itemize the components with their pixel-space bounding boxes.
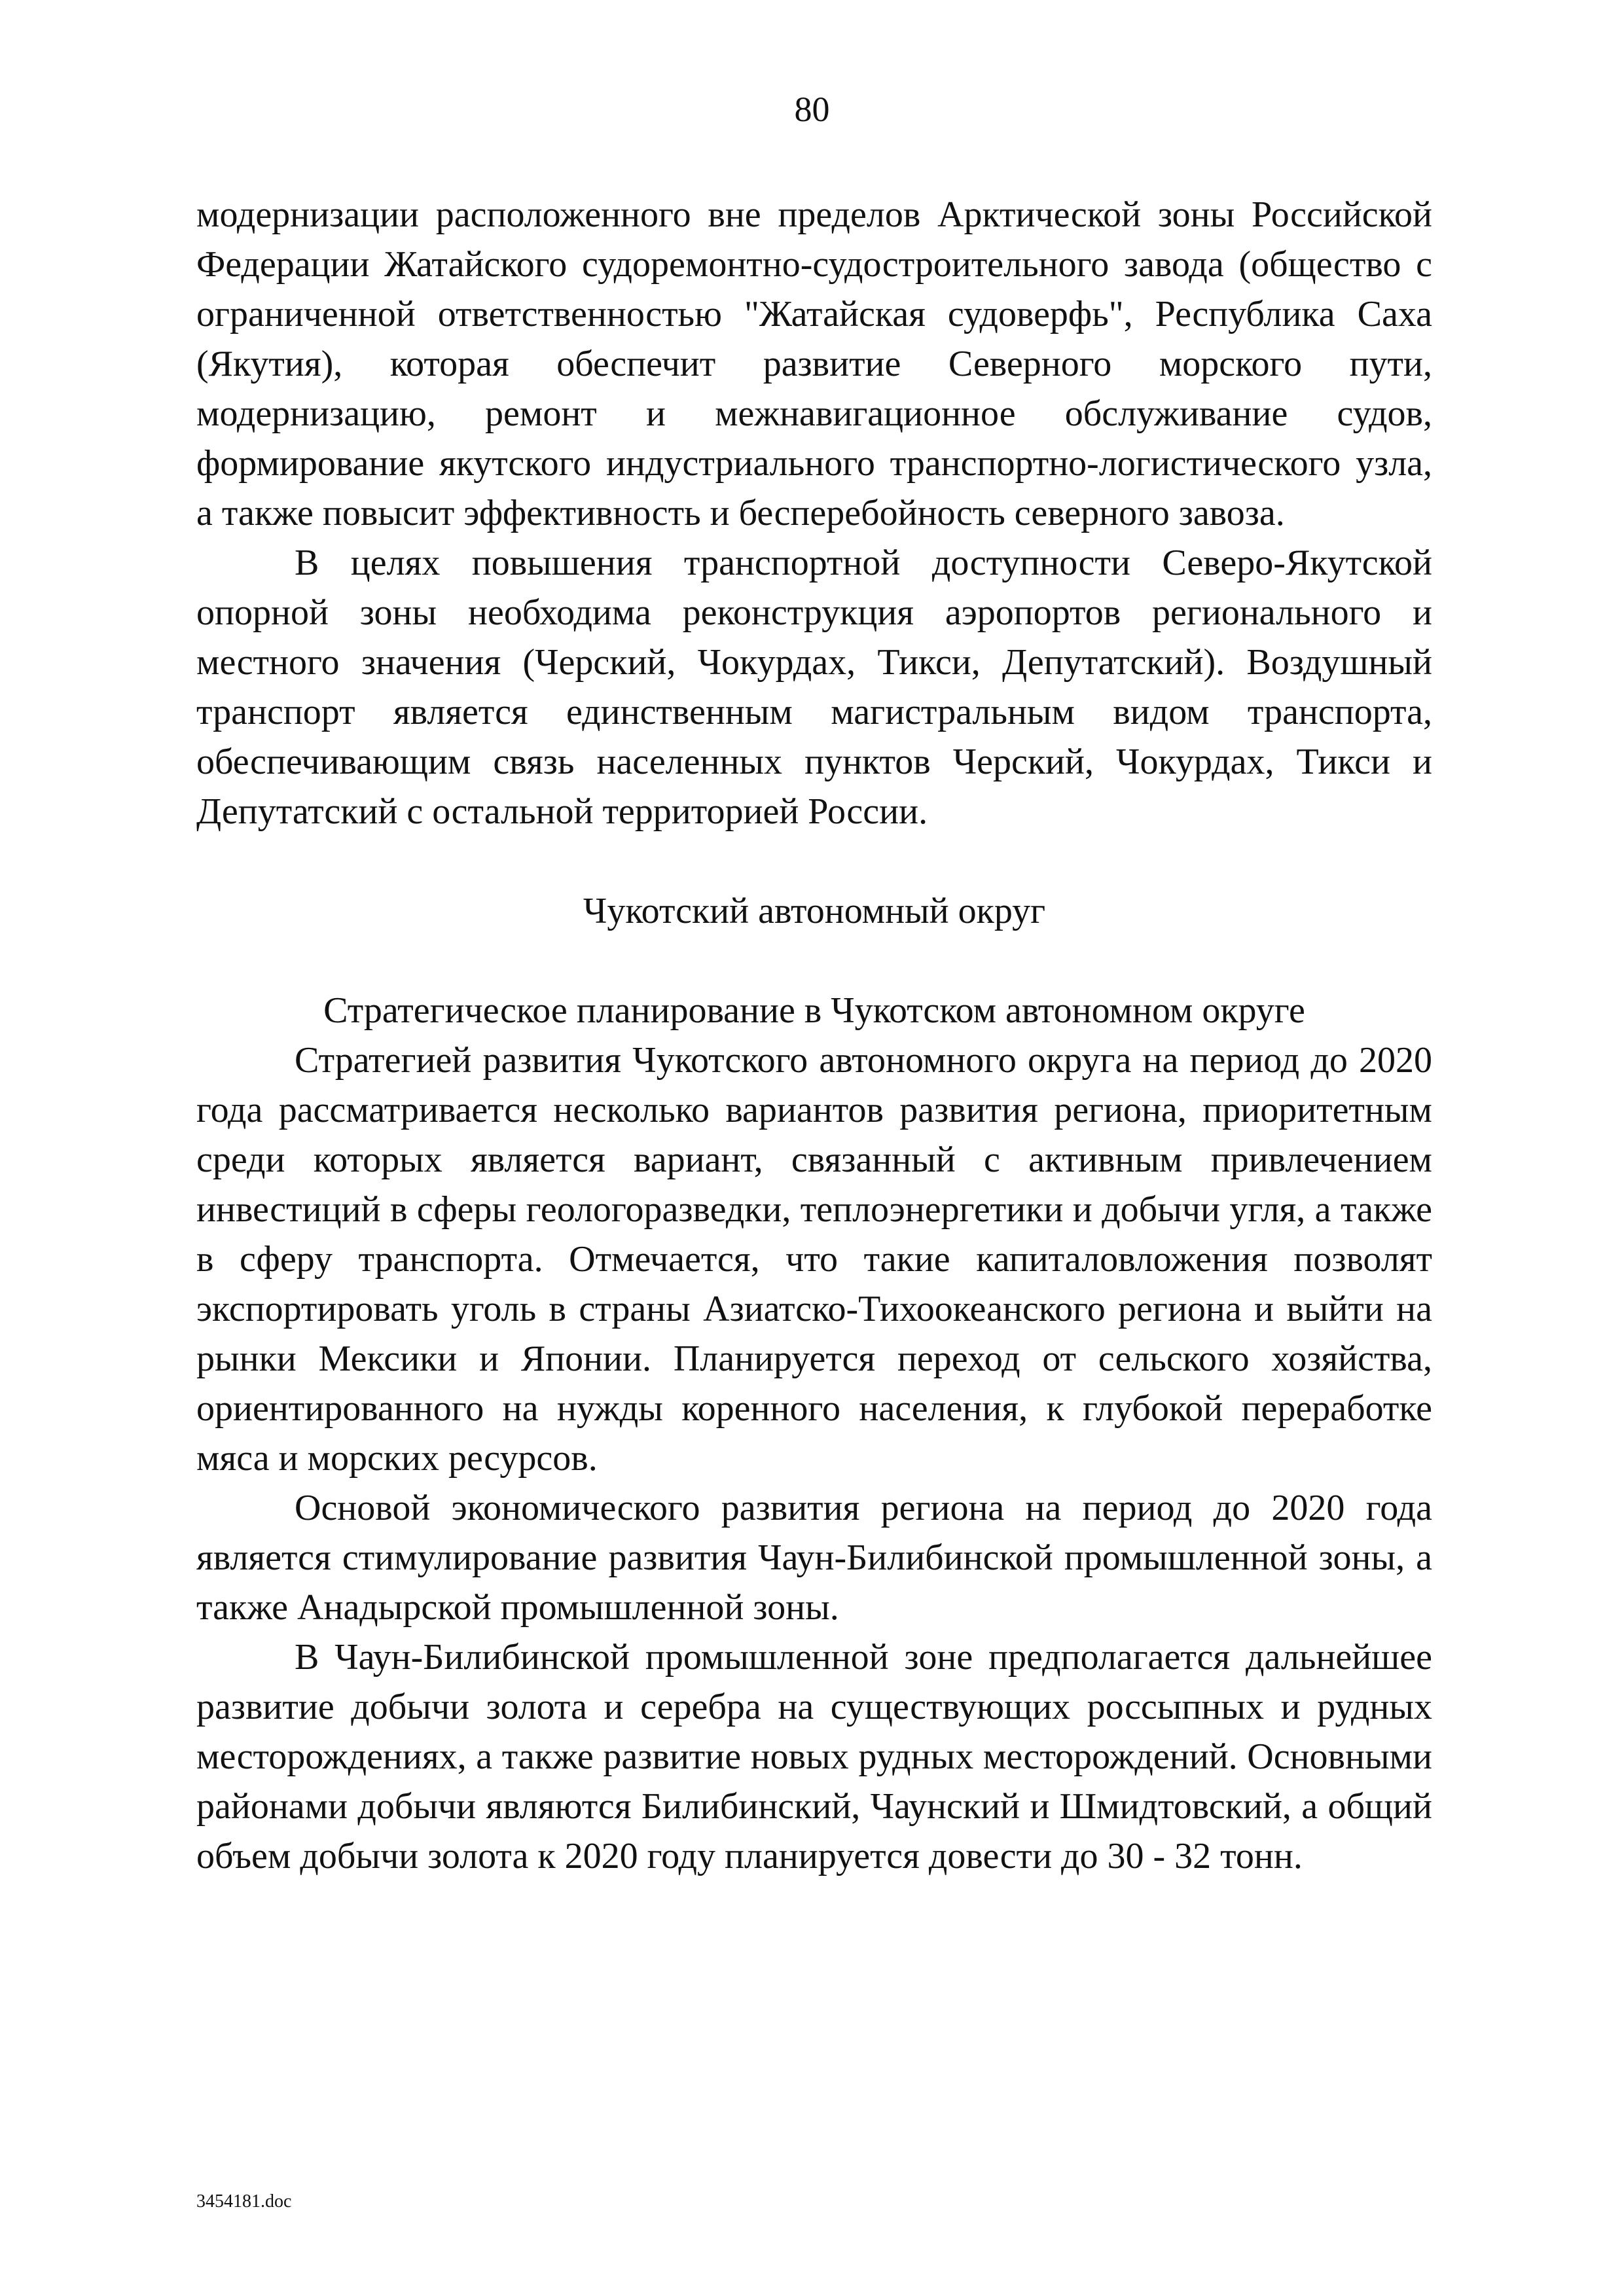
- paragraph-airports: В целях повышения транспортной доступности Северо-Якутской опорной зоны необходима реконструкция аэропортов регионального и местного значения (Черский, Чокурдах, Тикси, Депутатский). Воздушный транспорт является единственным магистральным видом транспорта, обеспечивающим связь населенных пунктов Черский, Чокурдах, Тикси и Депутатский с остальной территорией России.: [196, 543, 1432, 832]
- page-number: 80: [794, 90, 830, 129]
- paragraph-gold-mining: В Чаун-Билибинской промышленной зоне предполагается дальнейшее развитие добычи золота и серебра на существующих россыпных и рудных месторождениях, а также развитие новых рудных месторождений. Основными районами добычи являются Билибинский, Чаунский и Шмидтовский, а общий объем добычи золота к 2020 году планируется довести до 30 - 32 тонн.: [196, 1637, 1432, 1876]
- paragraph-continuation: модернизации расположенного вне пределов Арктической зоны Российской Федерации Жатайского судоремонтно-судостроительного завода (общество с ограниченной ответственностью "Жатайская судоверфь", Республика Саха (Якутия), которая обеспечит развитие Северного морского пути, модернизацию, ремонт и межнавигационное обслуживание судов, формирование якутского индустриального транспортно-логистического узла, а также повысит эффективность и бесперебойность северного завоза.: [196, 194, 1432, 533]
- paragraph-strategy: Стратегией развития Чукотского автономного округа на период до 2020 года рассматривается несколько вариантов развития региона, приоритетным среди которых является вариант, связанный с активным привлечением инвестиций в сферы геологоразведки, теплоэнергетики и добычи угля, а также в сферу транспорта. Отмечается, что такие капиталовложения позволят экспортировать уголь в страны Азиатско-Тихоокеанского региона и выйти на рынки Мексики и Японии. Планируется переход от сельского хозяйства, ориентированного на нужды коренного населения, к глубокой переработке мяса и морских ресурсов.: [196, 1040, 1432, 1479]
- subsection-heading: Стратегическое планирование в Чукотском автономном округе: [323, 990, 1305, 1031]
- paragraph-economic-basis: Основой экономического развития региона на период до 2020 года является стимулирование развития Чаун-Билибинской промышленной зоны, а также Анадырской промышленной зоны.: [196, 1488, 1432, 1628]
- section-heading: Чукотский автономный округ: [583, 891, 1046, 931]
- document-body: [196, 190, 1432, 1881]
- document-footer-id: 3454181.doc: [196, 2191, 292, 2212]
